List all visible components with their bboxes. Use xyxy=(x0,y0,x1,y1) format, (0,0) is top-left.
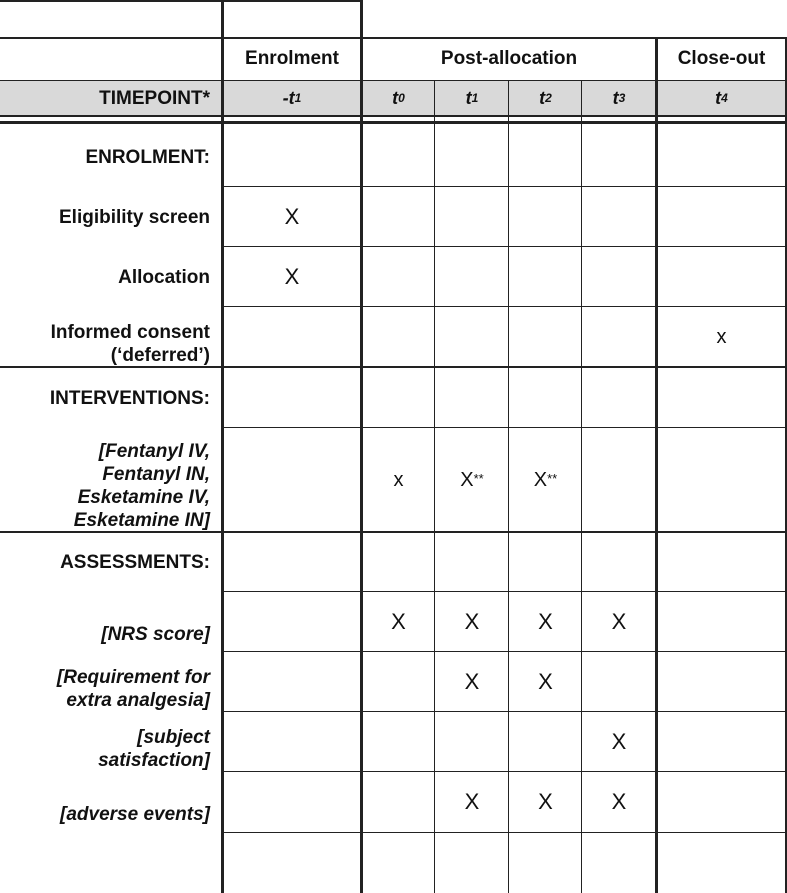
row-label-enrolment: ENROLMENT: xyxy=(85,146,210,168)
grid-line xyxy=(222,427,787,428)
phase-close-out: Close-out xyxy=(677,48,766,69)
grid-line xyxy=(222,771,787,772)
grid-line xyxy=(222,711,787,712)
grid-line xyxy=(0,37,787,39)
timepoint-t2: t 2 xyxy=(539,87,552,108)
grid-line xyxy=(0,121,787,124)
mark-nrs-t2: X xyxy=(538,609,553,634)
grid-line xyxy=(222,591,787,592)
mark-intervention-t0: x xyxy=(393,468,404,491)
row-label-adverse-events: [adverse events] xyxy=(60,804,210,825)
grid-line xyxy=(0,0,362,2)
mark-nrs-t1: X xyxy=(464,609,480,634)
mark-nrs-t3: X xyxy=(611,609,627,634)
timepoint-label: TIMEPOINT* xyxy=(99,87,210,109)
grid-line xyxy=(0,531,787,533)
mark-adverse-t3: X xyxy=(611,789,627,814)
row-label-eligibility: Eligibility screen xyxy=(59,206,210,228)
row-label-satisfaction: [subject satisfaction] xyxy=(98,727,210,771)
grid-line xyxy=(222,832,787,833)
mark-nrs-t0: X xyxy=(391,609,406,634)
mark-satisfaction-t3: X xyxy=(611,729,627,754)
row-label-assessments: ASSESSMENTS: xyxy=(60,551,210,573)
row-label-consent: Informed consent (‘deferred’) xyxy=(50,322,210,366)
mark-intervention-t2: X ** xyxy=(533,468,558,491)
row-label-intervention-arms: [Fentanyl IV, Fentanyl IN, Esketamine IV, Esketamine IN] xyxy=(73,441,210,531)
grid-line xyxy=(222,186,787,187)
row-label-allocation: Allocation xyxy=(118,266,210,288)
grid-line xyxy=(222,306,787,307)
mark-analgesia-t2: X xyxy=(538,669,553,694)
grid-line xyxy=(0,366,787,368)
phase-enrolment: Enrolment xyxy=(245,48,339,69)
timepoint-t3: t 3 xyxy=(612,87,626,108)
timepoint-t4: t 4 xyxy=(715,87,728,108)
grid-line xyxy=(0,115,787,117)
grid-line xyxy=(655,38,658,893)
mark-eligibility-enrolment: X xyxy=(284,204,300,229)
mark-intervention-t1: X ** xyxy=(460,468,484,491)
grid-line xyxy=(221,0,224,893)
row-label-extra-analgesia: [Requirement for extra analgesia] xyxy=(56,667,210,711)
phase-post-allocation: Post-allocation xyxy=(440,48,578,69)
row-label-interventions: INTERVENTIONS: xyxy=(49,387,210,409)
mark-analgesia-t1: X xyxy=(464,669,480,694)
grid-line xyxy=(222,246,787,247)
mark-consent-closeout: x xyxy=(716,325,727,348)
timepoint-t1: t 1 xyxy=(465,87,479,108)
mark-adverse-t1: X xyxy=(464,789,480,814)
grid-line xyxy=(0,80,787,81)
timepoint-minus-t1: -t 1 xyxy=(282,87,302,108)
mark-adverse-t2: X xyxy=(538,789,553,814)
mark-allocation-enrolment: X xyxy=(284,264,300,289)
row-label-nrs: [NRS score] xyxy=(101,624,210,645)
timepoint-t0: t 0 xyxy=(392,87,405,108)
grid-line xyxy=(222,651,787,652)
grid-line xyxy=(360,0,363,893)
